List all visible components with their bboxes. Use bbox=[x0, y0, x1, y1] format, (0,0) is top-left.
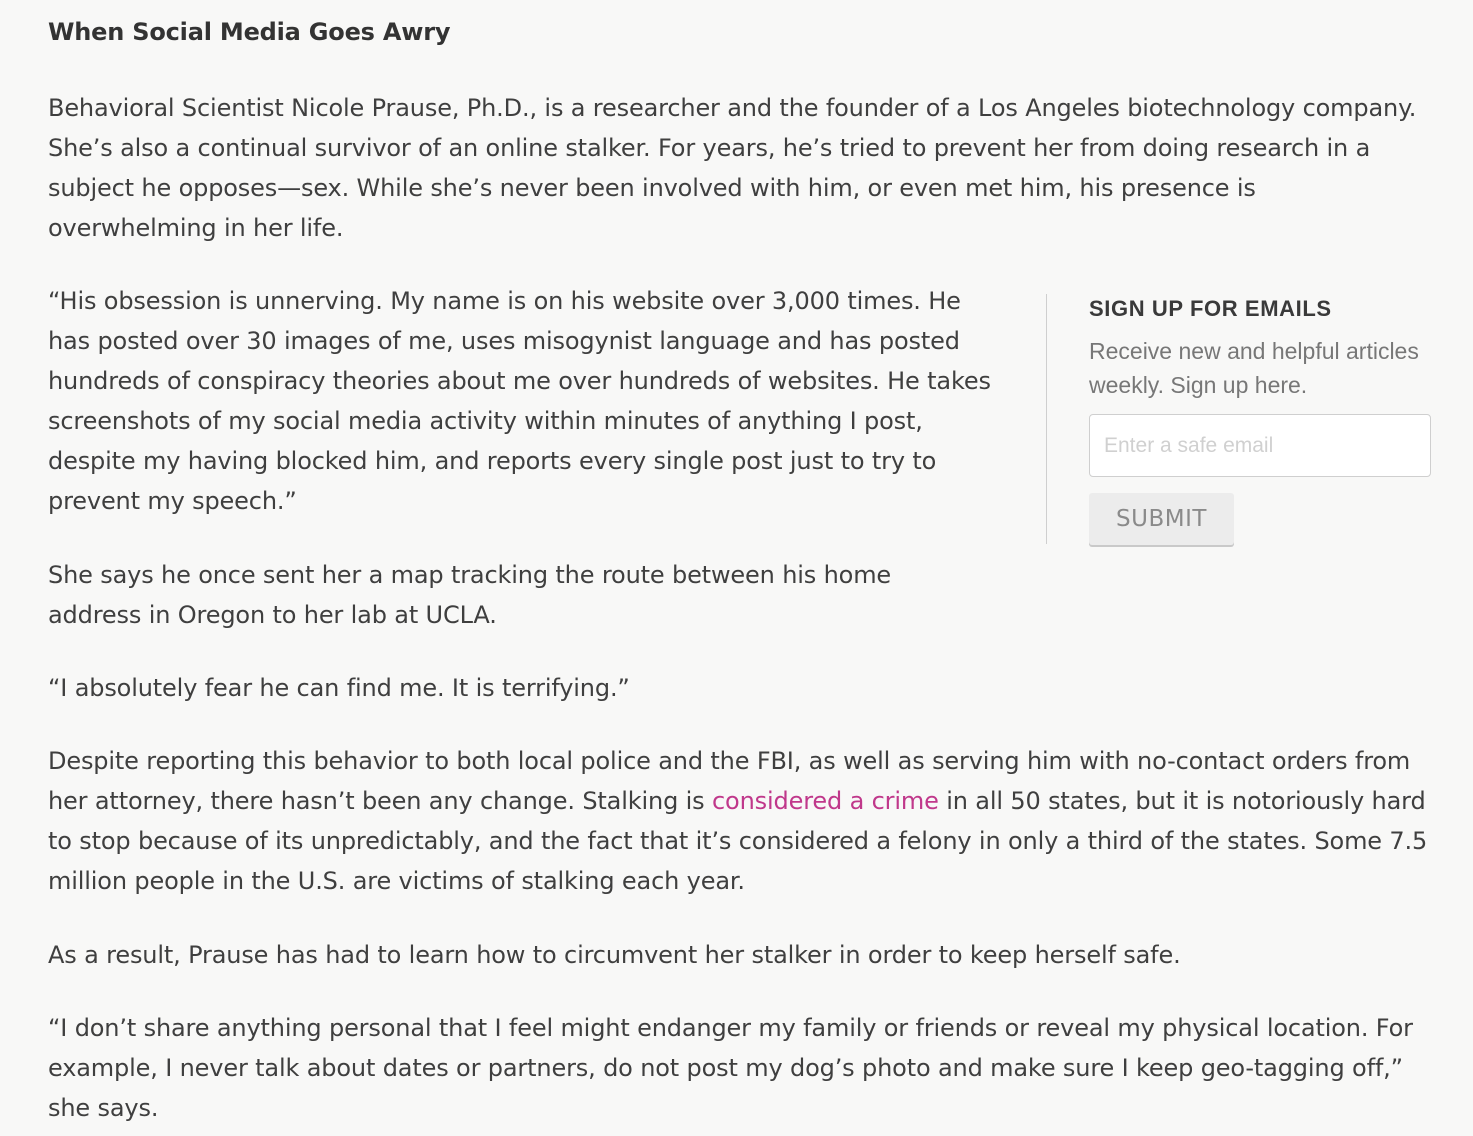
paragraph-quote-fear: “I absolutely fear he can find me. It is terrifying.” bbox=[48, 674, 630, 702]
section-heading: When Social Media Goes Awry bbox=[48, 18, 451, 46]
email-input[interactable] bbox=[1089, 414, 1431, 477]
paragraph-intro: Behavioral Scientist Nicole Prause, Ph.D., is a researcher and the founder of a Los Angeles biotechnology company. She’s also a continual survivor of an online stalker. For years, he’s tried to prevent her from doing research in a subject he opposes—sex. While she’s never been involved with him, or even met him, his presence is overwhelming in her life. bbox=[48, 94, 1417, 242]
paragraph-reporting-text-end: in all 50 states, but it is notoriously hard to stop because of its unpredictably, and the fact that it’s considered a felony in only a third of the states. Some 7.5 million people in the U.S. are victims of stalking each year. bbox=[48, 787, 1428, 895]
signup-description: Receive new and helpful articles weekly. Sign up here. bbox=[1089, 338, 1419, 398]
paragraph-quote-obsession: “His obsession is unnerving. My name is on his website over 3,000 times. He has posted over 30 images of me, uses misogynist language and has posted hundreds of conspiracy theories about me over hundreds of websites. He takes screenshots of my social media activity within minutes of anything I post, despite my having blocked him, and reports every single post just to try to prevent my speech.” bbox=[48, 287, 991, 515]
considered-a-crime-link[interactable]: considered a crime bbox=[712, 787, 939, 815]
paragraph-quote-personal: “I don’t share anything personal that I feel might endanger my family or friends or reveal my physical location. For example, I never talk about dates or partners, do not post my dog’s photo and make sure I keep geo-tagging off,” she says. bbox=[48, 1014, 1413, 1122]
email-signup-widget bbox=[1046, 294, 1437, 544]
paragraph-reporting bbox=[48, 741, 1433, 901]
paragraph-map: She says he once sent her a map tracking the route between his home address in Oregon to her lab at UCLA. bbox=[48, 561, 892, 629]
submit-button[interactable]: SUBMIT bbox=[1089, 493, 1234, 545]
signup-title: SIGN UP FOR EMAILS bbox=[1089, 296, 1332, 321]
paragraph-circumvent: As a result, Prause has had to learn how to circumvent her stalker in order to keep herself safe. bbox=[48, 941, 1181, 969]
paragraph-reporting-text-start: Despite reporting this behavior to both local police and the FBI, as well as serving him with no-contact orders from her attorney, there hasn’t been any change. Stalking is bbox=[48, 747, 1411, 815]
